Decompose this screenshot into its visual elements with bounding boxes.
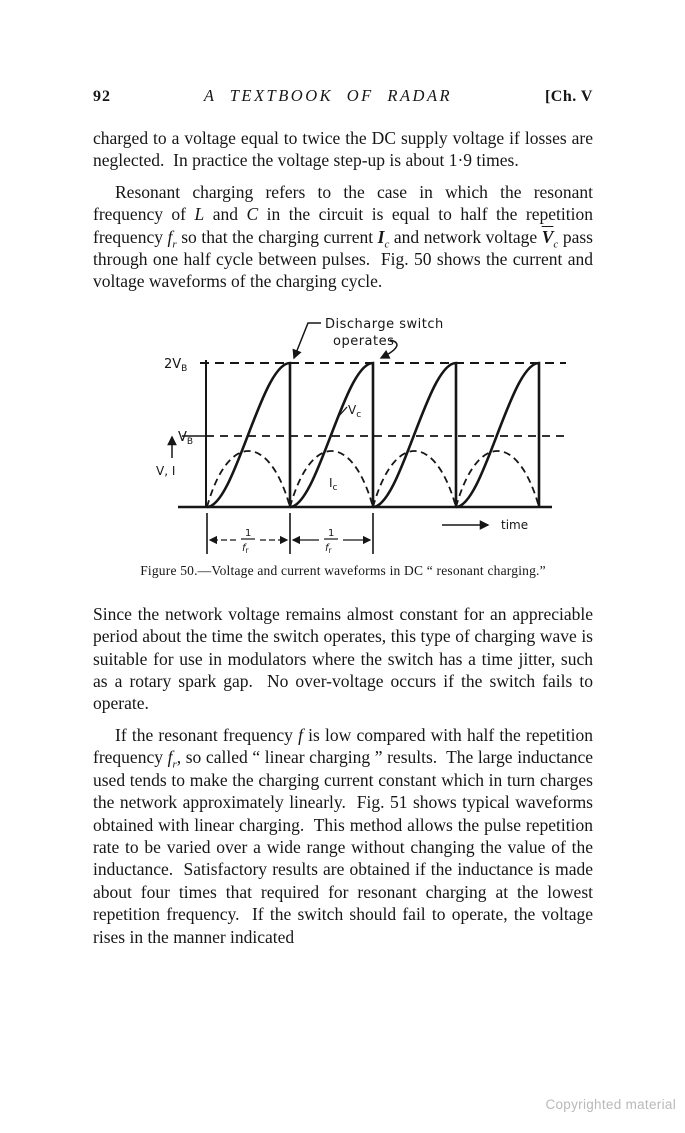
figure-50 xyxy=(120,310,580,560)
running-header xyxy=(93,86,593,106)
label-ic: $I_c$ xyxy=(329,475,338,493)
label-vb: $V_B$ xyxy=(178,429,194,447)
label-vc: $V_c$ xyxy=(348,402,362,420)
figure-caption: Figure 50.—Voltage and current waveforms in DC “ resonant charging.” xyxy=(140,562,546,578)
page-number: 92 xyxy=(93,88,111,105)
discharge-switch-label: Discharge switch xyxy=(325,316,444,332)
text-column xyxy=(93,86,593,957)
waveform-plot xyxy=(120,310,580,560)
interval1-frac-num: 1 xyxy=(245,527,252,539)
discharge-arrow-1 xyxy=(294,323,321,358)
body-paragraph-1: charged to a voltage equal to twice the DC supply voltage if losses are neglected. In practice the voltage step-up is about 1·9 times. xyxy=(93,128,593,171)
label-time: time xyxy=(501,517,529,532)
body-paragraph-4: If the resonant frequency f is low compared with half the repetition frequency $f_r$, so called “ linear charging ” results. The large inductance used tends to make the charging current constant which in turn charges the network approximately linearly. Fig. 51 shows typical waveforms obtained with linear charging. This method allows the pulse repetition rate to be varied over a wide range without changing the value of the inductance. Satisfactory results are obtained if the inductance is made about four times that required for resonant charging at the lowest repetition frequency. If the switch should fail to operate, the voltage rises in the manner indicated xyxy=(93,724,593,947)
chapter-label: [Ch. V xyxy=(544,88,593,105)
copyright-watermark: Copyrighted material xyxy=(545,1097,676,1112)
book-title: A TEXTBOOK OF RADAR xyxy=(203,86,453,105)
body-paragraph-3: Since the network voltage remains almost constant for an appreciable period about the time the switch operates, this type of charging wave is suitable for use in modulators where the switch has a time jitter, such as a rotary spark gap. No over-voltage occurs if the switch fails to operate. xyxy=(93,603,593,714)
vc-curve xyxy=(207,363,539,507)
interval2-frac-num: 1 xyxy=(328,527,335,539)
body-paragraph-2: Resonant charging refers to the case in which the resonant frequency of L and C in the circuit is equal to half the repetition frequency $f_r$ so that the charging current $I_c$ and network voltage $\overline{V}_c$ pass through one half cycle between pulses. Fig. 50 shows the current and voltage waveforms of the charging cycle. xyxy=(93,181,593,292)
interval1-frac-den: $f_r$ xyxy=(242,542,249,555)
discharge-operates-label: operates xyxy=(333,333,395,349)
interval2-frac-den: $f_r$ xyxy=(325,542,332,555)
label-v-i: V, I xyxy=(156,463,176,478)
label-2vb: $2V_B$ xyxy=(164,356,188,374)
